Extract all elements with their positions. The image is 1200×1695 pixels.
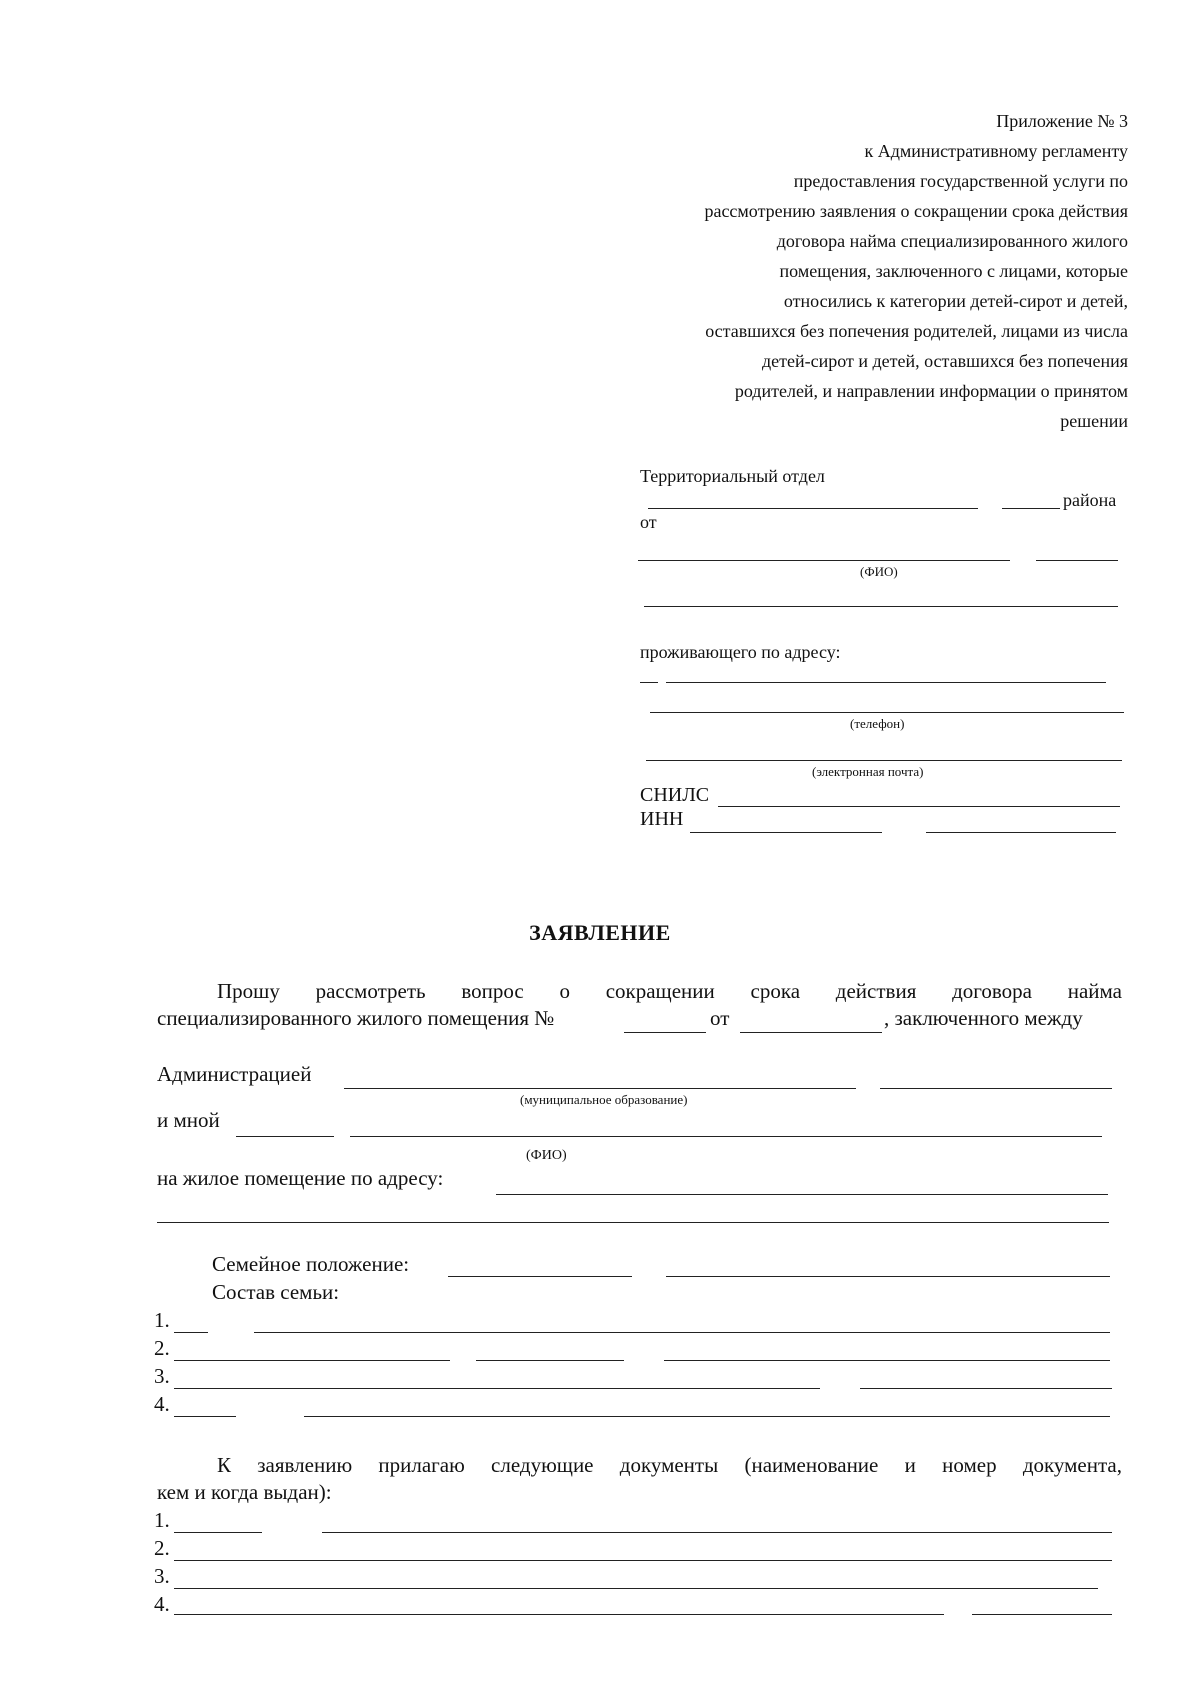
family-item-number: 1. xyxy=(154,1308,170,1332)
municipality-field-tail[interactable] xyxy=(880,1088,1112,1089)
family-member-2-field[interactable] xyxy=(174,1360,450,1361)
from-label: от xyxy=(640,512,657,532)
family-member-2-field-b[interactable] xyxy=(476,1360,624,1361)
appendix-header xyxy=(600,106,1128,436)
documents-line-1: К заявлению прилагаю следующие документы (наименование и номер документа, xyxy=(217,1453,1122,1477)
family-item-number: 2. xyxy=(154,1336,170,1360)
marital-status-label: Семейное положение: xyxy=(212,1252,410,1276)
header-line: помещения, заключенного с лицами, которые xyxy=(779,261,1128,281)
documents-line-2: кем и когда выдан): xyxy=(157,1480,332,1504)
marital-status-field-tail[interactable] xyxy=(666,1276,1110,1277)
document-1-field[interactable] xyxy=(174,1532,262,1533)
family-member-2-field-c[interactable] xyxy=(664,1360,1110,1361)
family-member-3-field-tail[interactable] xyxy=(860,1388,1112,1389)
request-line-2-a: специализированного жилого помещения № xyxy=(157,1006,555,1030)
applicant-fio-field-tail[interactable] xyxy=(1036,560,1118,561)
document-item-number: 1. xyxy=(154,1508,170,1532)
address-field[interactable] xyxy=(666,682,1106,683)
residing-address-label: проживающего по адресу: xyxy=(640,642,841,662)
header-line: к Административному регламенту xyxy=(864,141,1128,161)
municipality-caption: (муниципальное образование) xyxy=(520,1092,688,1107)
family-member-1-field-tail[interactable] xyxy=(254,1332,1110,1333)
family-member-1-field[interactable] xyxy=(174,1332,208,1333)
district-label: района xyxy=(1063,490,1117,510)
header-line: договора найма специализированного жилого xyxy=(776,231,1128,251)
phone-caption: (телефон) xyxy=(850,716,905,731)
snils-label: СНИЛС xyxy=(640,784,710,806)
phone-field[interactable] xyxy=(650,712,1124,713)
premises-address-label: на жилое помещение по адресу: xyxy=(157,1166,444,1190)
applicant-extra-field[interactable] xyxy=(644,606,1118,607)
request-line-1: Прошу рассмотреть вопрос о сокращении срока действия договора найма xyxy=(217,979,1122,1003)
family-item-number: 4. xyxy=(154,1392,170,1416)
document-item-number: 3. xyxy=(154,1564,170,1588)
address-field-start[interactable] xyxy=(640,682,658,683)
premises-address-field-2[interactable] xyxy=(157,1222,1109,1223)
contract-date-field[interactable] xyxy=(740,1032,882,1033)
snils-field[interactable] xyxy=(718,806,1120,807)
header-line: решении xyxy=(1060,411,1128,431)
document-4-field-tail[interactable] xyxy=(972,1614,1112,1615)
municipality-field[interactable] xyxy=(344,1088,856,1089)
territorial-dept-label: Территориальный отдел xyxy=(640,466,825,486)
family-member-3-field[interactable] xyxy=(174,1388,820,1389)
fio-caption: (ФИО) xyxy=(860,564,898,579)
inn-field[interactable] xyxy=(690,832,882,833)
contract-number-field[interactable] xyxy=(624,1032,706,1033)
header-line: предоставления государственной услуги по xyxy=(793,171,1128,191)
family-item-number: 3. xyxy=(154,1364,170,1388)
document-item-number: 4. xyxy=(154,1592,170,1616)
email-caption: (электронная почта) xyxy=(812,764,924,779)
document-2-field[interactable] xyxy=(174,1560,1112,1561)
request-line-2-c: , заключенного между xyxy=(884,1006,1083,1030)
inn-label: ИНН xyxy=(640,808,684,830)
header-line: рассмотрению заявления о сокращении срока действия xyxy=(704,201,1128,221)
family-member-4-field-tail[interactable] xyxy=(304,1416,1110,1417)
district-field[interactable] xyxy=(1002,508,1060,509)
applicant-name-field-a[interactable] xyxy=(236,1136,334,1137)
email-field[interactable] xyxy=(646,760,1122,761)
marital-status-field[interactable] xyxy=(448,1276,632,1277)
premises-address-field[interactable] xyxy=(496,1194,1108,1195)
header-line: Приложение № 3 xyxy=(996,111,1128,131)
header-line: детей-сирот и детей, оставшихся без попечения xyxy=(761,351,1128,371)
family-member-4-field[interactable] xyxy=(174,1416,236,1417)
header-line: родителей, и направлении информации о принятом xyxy=(734,381,1128,401)
family-composition-label: Состав семьи: xyxy=(212,1280,340,1304)
document-1-field-tail[interactable] xyxy=(322,1532,1112,1533)
administration-label: Администрацией xyxy=(157,1062,312,1086)
request-line-2-b: от xyxy=(710,1006,730,1030)
inn-field-tail[interactable] xyxy=(926,832,1116,833)
document-item-number: 2. xyxy=(154,1536,170,1560)
header-line: относились к категории детей-сирот и детей, xyxy=(783,291,1128,311)
document-3-field[interactable] xyxy=(174,1588,1098,1589)
document-4-field[interactable] xyxy=(174,1614,944,1615)
header-line: оставшихся без попечения родителей, лицами из числа xyxy=(705,321,1128,341)
applicant-name-field-b[interactable] xyxy=(350,1136,1102,1137)
fio-caption-2: (ФИО) xyxy=(526,1148,567,1163)
statement-title: ЗАЯВЛЕНИЕ xyxy=(529,920,671,945)
territorial-dept-field[interactable] xyxy=(648,508,978,509)
applicant-fio-field[interactable] xyxy=(638,560,1010,561)
and-me-label: и мной xyxy=(157,1108,220,1132)
